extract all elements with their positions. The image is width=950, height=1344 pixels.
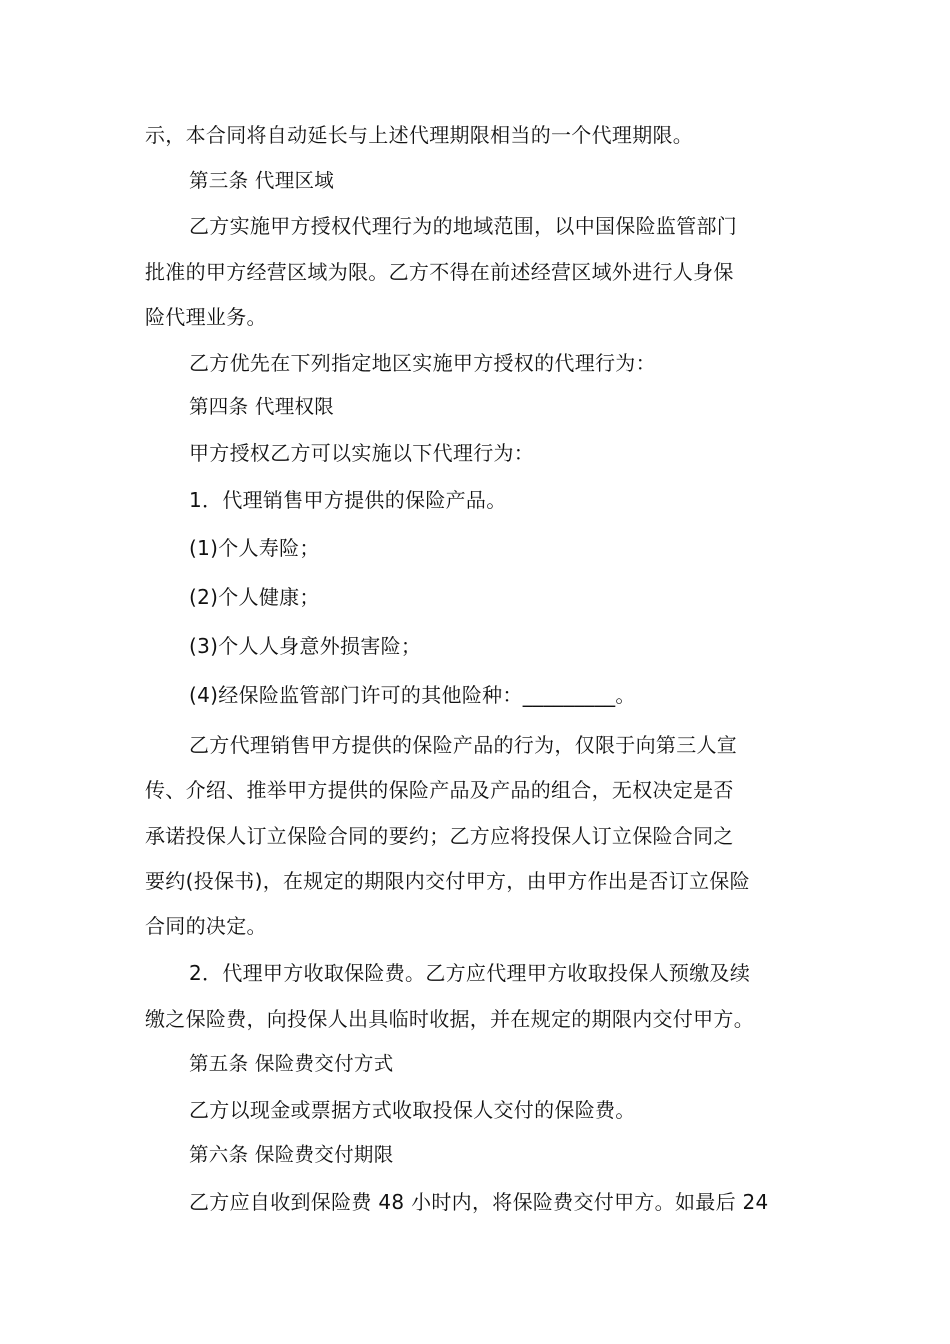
- list-item: (1)个人寿险；: [189, 536, 320, 560]
- paragraph-line: 批准的甲方经营区域为限。乙方不得在前述经营区域外进行人身保: [145, 260, 734, 284]
- paragraph-line: 甲方授权乙方可以实施以下代理行为：: [189, 441, 535, 465]
- list-item: (2)个人健康；: [189, 585, 320, 609]
- article-heading-5: 第五条 保险费交付方式: [189, 1052, 394, 1075]
- list-item: (4)经保险监管部门许可的其他险种：_________。: [189, 683, 636, 707]
- list-item: (3)个人人身意外损害险；: [189, 634, 422, 658]
- paragraph-line: 乙方代理销售甲方提供的保险产品的行为，仅限于向第三人宣: [189, 733, 738, 757]
- article-heading-3: 第三条 代理区域: [189, 169, 335, 192]
- paragraph-line: 乙方应自收到保险费 48 小时内，将保险费交付甲方。如最后 24: [189, 1190, 769, 1214]
- paragraph-line: 要约(投保书)，在规定的期限内交付甲方，由甲方作出是否订立保险: [145, 869, 750, 893]
- paragraph-line: 险代理业务。: [145, 305, 267, 329]
- article-heading-6: 第六条 保险费交付期限: [189, 1143, 394, 1166]
- paragraph-line: 乙方以现金或票据方式收取投保人交付的保险费。: [189, 1098, 636, 1122]
- paragraph-line: 乙方实施甲方授权代理行为的地域范围，以中国保险监管部门: [189, 214, 738, 238]
- list-item: 1．代理销售甲方提供的保险产品。: [189, 488, 507, 512]
- article-heading-4: 第四条 代理权限: [189, 395, 335, 418]
- list-item: 2．代理甲方收取保险费。乙方应代理甲方收取投保人预缴及续: [189, 961, 751, 985]
- paragraph-line: 乙方优先在下列指定地区实施甲方授权的代理行为：: [189, 351, 656, 375]
- paragraph-line: 合同的决定。: [145, 914, 267, 938]
- paragraph-line: 传、介绍、推举甲方提供的保险产品及产品的组合，无权决定是否: [145, 778, 734, 802]
- paragraph-line: 缴之保险费，向投保人出具临时收据，并在规定的期限内交付甲方。: [145, 1007, 754, 1031]
- paragraph-line: 承诺投保人订立保险合同的要约；乙方应将投保人订立保险合同之: [145, 824, 734, 848]
- paragraph-line: 示，本合同将自动延长与上述代理期限相当的一个代理期限。: [145, 123, 694, 147]
